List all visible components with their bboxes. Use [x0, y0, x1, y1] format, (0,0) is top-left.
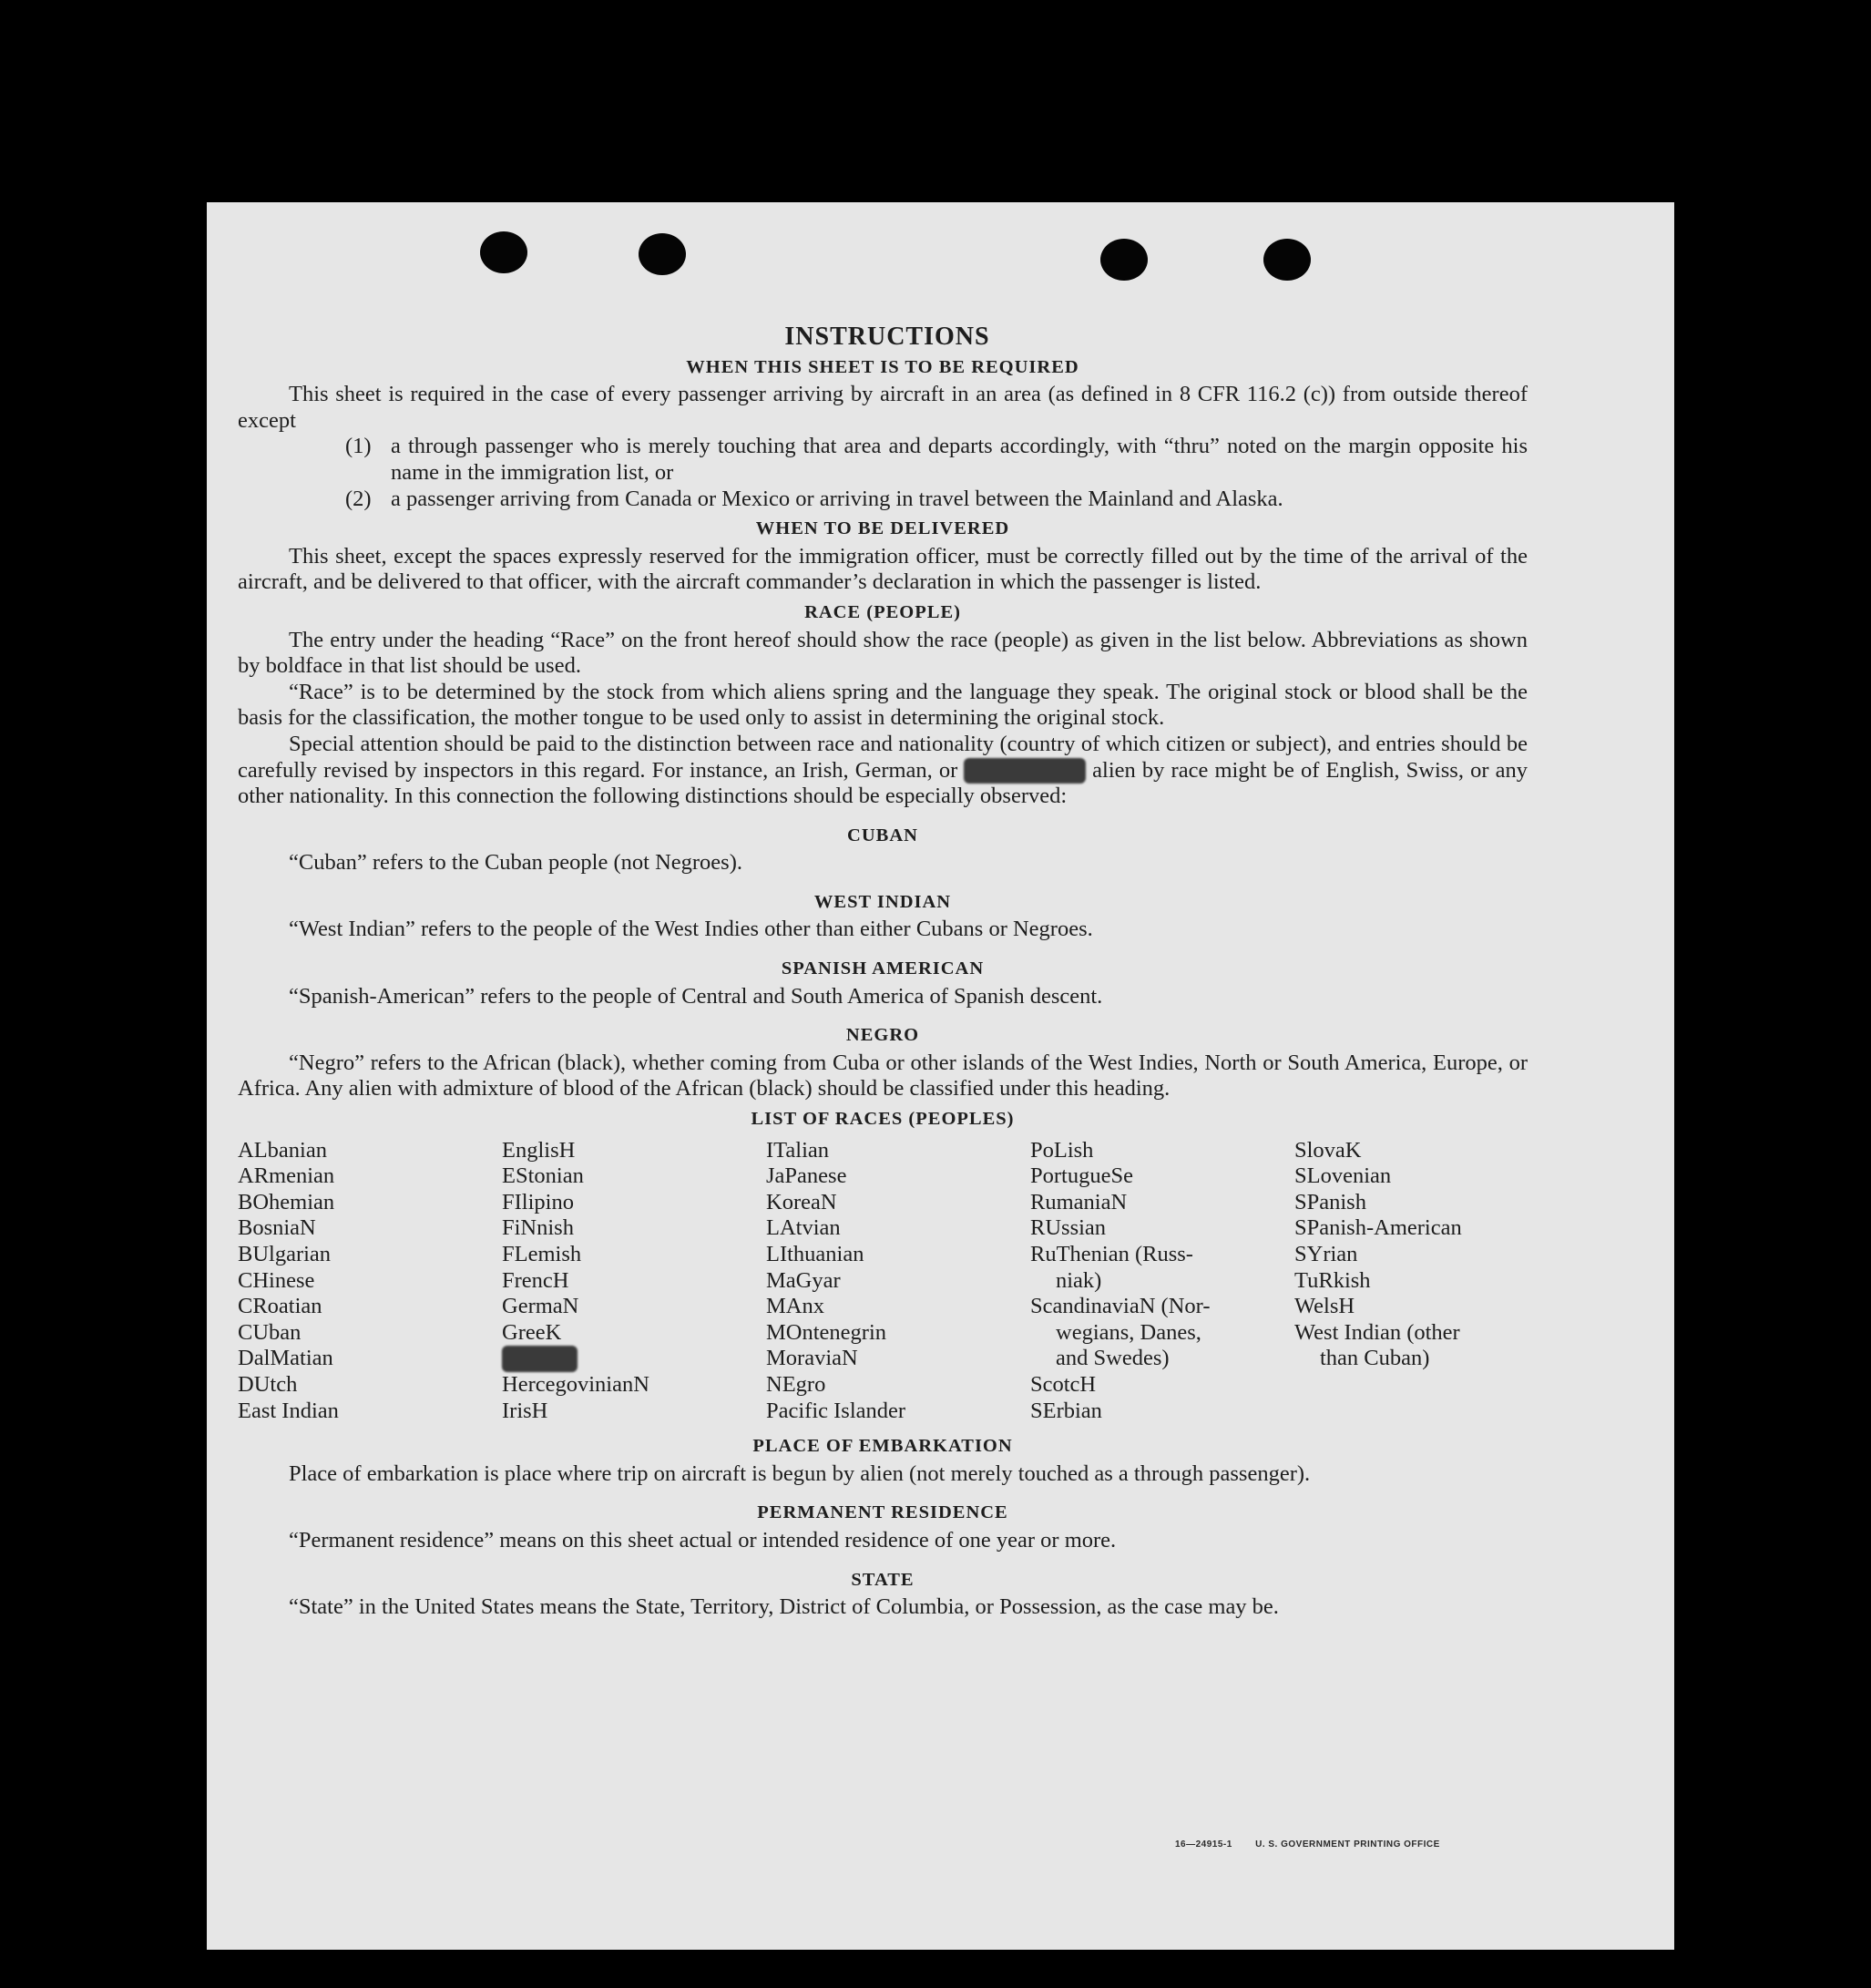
- heading-cuban: CUBAN: [847, 825, 918, 845]
- form-number: 16—24915-1: [1175, 1839, 1232, 1850]
- race-entry: ScandinaviaN (Nor-: [1030, 1294, 1211, 1319]
- race-entry: MaGyar: [766, 1267, 841, 1293]
- race-entry: MAnx: [766, 1294, 824, 1319]
- race-entry-continuation: niak): [1056, 1267, 1102, 1293]
- race-entry: DUtch: [238, 1371, 298, 1397]
- race-entry: West Indian (other: [1294, 1319, 1460, 1345]
- race-entry: GermaN: [502, 1294, 579, 1319]
- page-title: INSTRUCTIONS: [784, 323, 990, 351]
- race-entry: SYrian: [1294, 1242, 1358, 1266]
- spanish-american-text: “Spanish-American” refers to the people of Central and South America of Spanish descent.: [289, 983, 1103, 1009]
- race-entry: CHinese: [238, 1267, 315, 1293]
- race-entry-smudged: [502, 1346, 766, 1372]
- races-column: [502, 1138, 766, 1425]
- race-entry: SPanish: [1294, 1189, 1366, 1214]
- race-entry: SErbian: [1030, 1398, 1102, 1423]
- race-entry: JaPanese: [766, 1163, 847, 1189]
- race-entry: SLovenian: [1294, 1163, 1392, 1189]
- item-number: (2): [345, 486, 372, 511]
- race-entry: BUlgarian: [238, 1242, 332, 1266]
- race-entry: WelsH: [1294, 1294, 1355, 1319]
- item-text: a through passenger who is merely touching that area and departs accordingly, with “thru” noted on the margin opposite his name in the immigration list, or: [391, 434, 1528, 485]
- race-entry: FrencH: [502, 1267, 569, 1293]
- race-entry: LIthuanian: [766, 1242, 864, 1266]
- race-entry: BOhemian: [238, 1189, 335, 1214]
- race-entry: BosniaN: [238, 1215, 316, 1241]
- race-entry: DalMatian: [238, 1346, 333, 1371]
- residence-text: “Permanent residence” means on this sheet actual or intended residence of one year or more.: [289, 1527, 1117, 1552]
- required-item: [345, 434, 1528, 486]
- races-column: [1294, 1138, 1531, 1425]
- race-entry-continuation: than Cuban): [1320, 1346, 1430, 1371]
- race-paragraph-2: “Race” is to be determined by the stock from which aliens spring and the language they speak. The original stock or blood shall be the basis for the classification, the mother tongue to be used only to assist in determining the original stock.: [238, 679, 1528, 731]
- race-entry: TuRkish: [1294, 1267, 1371, 1293]
- race-p3-before: Special attention should be paid to the distinction between race and nationality (country of which citizen or subject), and entries should be carefully revised by inspectors in this regard. For instance, an Irish, German, or: [238, 731, 1528, 783]
- item-number: (1): [345, 434, 372, 459]
- west-indian-text: “West Indian” refers to the people of the West Indies other than either Cubans or Negroes.: [289, 917, 1093, 942]
- race-entry: RuThenian (Russ-: [1030, 1242, 1193, 1266]
- punch-hole: [1100, 239, 1148, 281]
- race-entry: Pacific Islander: [766, 1398, 906, 1423]
- race-entry: LAtvian: [766, 1215, 841, 1241]
- race-entry: ALbanian: [238, 1137, 327, 1163]
- race-entry: HercegovinianN: [502, 1371, 649, 1397]
- cuban-text: “Cuban” refers to the Cuban people (not Negroes).: [289, 850, 742, 876]
- race-entry: ScotcH: [1030, 1371, 1097, 1397]
- race-entry: RUssian: [1030, 1215, 1107, 1241]
- race-entry: CUban: [238, 1319, 302, 1345]
- embarkation-text: Place of embarkation is place where trip on aircraft is begun by alien (not merely touched as a through passenger).: [289, 1460, 1311, 1486]
- required-intro: This sheet is required in the case of every passenger arriving by aircraft in an area (as defined in 8 CFR 116.2 (c)) from outside thereof except: [238, 382, 1528, 433]
- race-entry: EStonian: [502, 1163, 584, 1189]
- races-column: [1030, 1138, 1294, 1425]
- document-page: [207, 202, 1674, 1950]
- race-paragraph-3: [238, 732, 1528, 810]
- heading-residence: PERMANENT RESIDENCE: [757, 1502, 1008, 1523]
- races-list: [238, 1138, 1528, 1425]
- delivered-text: This sheet, except the spaces expressly reserved for the immigration officer, must be correctly filled out by the time of the arrival of the aircraft, and be delivered to that officer, with the aircraft commander’s declaration in which the passenger is listed.: [238, 543, 1528, 595]
- heading-spanish-american: SPANISH AMERICAN: [781, 958, 985, 979]
- smudged-word: HebreW: [502, 1346, 578, 1371]
- race-entry: KoreaN: [766, 1189, 837, 1214]
- state-text: “State” in the United States means the State, Territory, District of Columbia, or Possession, as the case may be.: [289, 1594, 1279, 1620]
- heading-race: RACE (PEOPLE): [804, 601, 961, 622]
- heading-negro: NEGRO: [845, 1025, 920, 1046]
- race-entry: MoraviaN: [766, 1346, 858, 1371]
- required-item: [345, 487, 1528, 513]
- race-entry: EnglisH: [502, 1137, 576, 1163]
- races-column: [238, 1138, 502, 1425]
- punch-hole: [1263, 239, 1311, 281]
- negro-text: “Negro” refers to the African (black), whether coming from Cuba or other islands of the West Indies, North or South America, Europe, or Africa. Any alien with admixture of blood of the African (black) should be classified under this heading.: [238, 1050, 1528, 1102]
- punch-hole: [639, 233, 686, 275]
- punch-hole: [480, 231, 527, 273]
- race-entry: ARmenian: [238, 1163, 335, 1189]
- race-entry: IrisH: [502, 1398, 548, 1423]
- race-entry: East Indian: [238, 1398, 339, 1423]
- race-entry: CRoatian: [238, 1294, 322, 1319]
- race-entry: FiNnish: [502, 1215, 574, 1241]
- race-entry: NEgro: [766, 1371, 826, 1397]
- smudged-word: Hebrew: [964, 758, 1086, 784]
- heading-west-indian: WEST INDIAN: [813, 891, 952, 912]
- race-entry-continuation: and Swedes): [1056, 1346, 1170, 1371]
- race-entry: PoLish: [1030, 1137, 1094, 1163]
- heading-delivered: WHEN TO BE DELIVERED: [755, 518, 1010, 539]
- race-entry-continuation: wegians, Danes,: [1056, 1319, 1201, 1345]
- race-paragraph-1: The entry under the heading “Race” on the front hereof should show the race (people) as given in the list below. Abbreviations as shown by boldface in that list should be used.: [238, 627, 1528, 679]
- race-entry: RumaniaN: [1030, 1189, 1128, 1214]
- race-entry: FLemish: [502, 1242, 582, 1266]
- printer-footer: [1175, 1839, 1460, 1850]
- heading-races-list: LIST OF RACES (PEOPLES): [751, 1109, 1015, 1130]
- race-entry: SPanish-American: [1294, 1215, 1462, 1241]
- race-entry: ITalian: [766, 1137, 830, 1163]
- heading-embarkation: PLACE OF EMBARKATION: [752, 1436, 1013, 1457]
- item-text: a passenger arriving from Canada or Mexico or arriving in travel between the Mainland and Alaska.: [391, 486, 1283, 511]
- race-entry: FIlipino: [502, 1189, 574, 1214]
- instructions-content: [238, 324, 1528, 1621]
- race-p3-after: alien by race might be of English, Swiss, or any other nationality. In this connection the following distinctions should be especially observed:: [238, 757, 1528, 809]
- race-entry: PortugueSe: [1030, 1163, 1133, 1189]
- heading-state: STATE: [851, 1569, 915, 1590]
- race-entry: SlovaK: [1294, 1137, 1362, 1163]
- race-entry: GreeK: [502, 1319, 562, 1345]
- races-column: [766, 1138, 1030, 1425]
- race-entry: MOntenegrin: [766, 1319, 886, 1345]
- printer-name: U. S. GOVERNMENT PRINTING OFFICE: [1255, 1839, 1440, 1850]
- heading-required: WHEN THIS SHEET IS TO BE REQUIRED: [686, 356, 1079, 377]
